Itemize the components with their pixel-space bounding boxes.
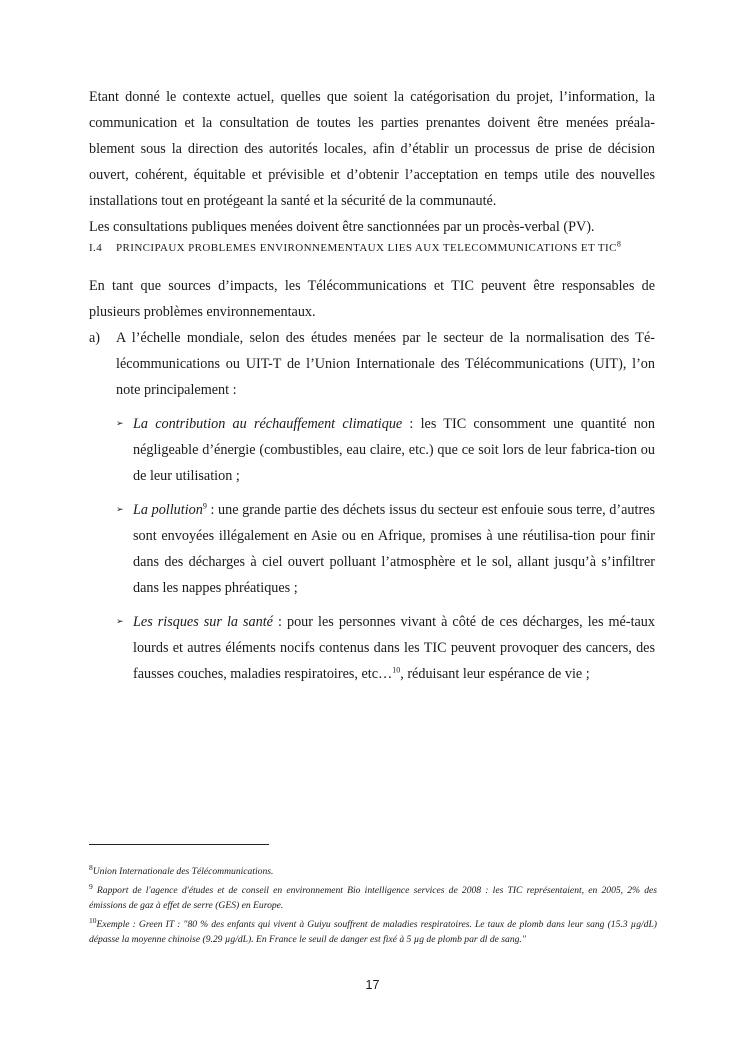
footnote-separator xyxy=(89,844,269,845)
list-item-a-text: A l’échelle mondiale, selon des études menées par le secteur de la normalisation des Té-lécommunications ou UIT-T de l’Union Internationale des Télécommunications (UIT), l’on note principalement : xyxy=(116,330,655,398)
bullet-text: : une grande partie des déchets issus du secteur est enfouie sous terre, d’autres sont envoyées illégalement en Asie ou en Afrique, promises à une réutilisa-tion pour finir dans des décharges à ciel ouvert polluant l’atmosphère et le sol, allant jusqu’à s’infiltrer dans les nappes phréatiques ; xyxy=(133,502,655,596)
arrow-bullet-icon: ➢ xyxy=(116,505,124,515)
footnote-ref-9: 9 xyxy=(202,501,207,511)
footnote-ref-8: 8 xyxy=(616,239,622,249)
section-title-wrap xyxy=(116,240,655,257)
bullet-text: : les TIC consomment une quantité non négligeable d’énergie (combustibles, eau claire, etc.) que ce soit lors de leur fabrica-tion ou de leur utilisation ; xyxy=(133,416,655,484)
footnote-9: $^9$ Rapport de l'agence d'études et de conseil en environnement Bio intelligence services de 2008 : les TIC représentaient, en 2005, 2% des émissions de gaz à effet de serre (GES) en Europe. xyxy=(89,881,657,911)
footnote-8: $^8$Union Internationale des Télécommunications. xyxy=(89,862,274,877)
arrow-bullet-icon: ➢ xyxy=(116,617,124,627)
bullet-list xyxy=(116,411,655,687)
intro-paragraph: Etant donné le contexte actuel, quelles que soient la catégorisation du projet, l’information, la communication et la consultation de toutes les parties prenantes doivent être menées préala-blement sous la direction des autorités locales, afin d’établir un processus de prise de décision ouvert, cohérent, équitable et prévisible et d’obtenir l’acceptation en temps utile des nouvelles installations tout en protégeant la santé et la sécurité de la communauté. xyxy=(89,89,655,209)
bullet-title: La contribution au réchauffement climatique xyxy=(133,416,403,432)
bullet-item-pollution xyxy=(116,497,655,601)
bullet-title: La pollution xyxy=(133,502,203,518)
section-number: I.4 xyxy=(89,242,103,254)
footnotes xyxy=(89,864,657,951)
list-item-a xyxy=(89,325,655,695)
bullet-text: : pour les personnes vivant à côté de ces décharges, les mé-taux lourds et autres éléments nocifs contenus dans les TIC peuvent provoquer des cancers, des fausses couches, maladies respiratoires, etc… xyxy=(133,614,655,682)
sources-paragraph: En tant que sources d’impacts, les Télécommunications et TIC peuvent être responsables de plusieurs problèmes environnementaux. xyxy=(89,278,655,320)
page-number: 17 xyxy=(365,978,380,992)
list-item-a-label: a) xyxy=(89,330,101,346)
footnote-10: $^{10}$Exemple : Green IT : "80 % des enfants qui vivent à Guiyu souffrent de maladies respiratoires. Le taux de plomb dans leur sang (15.3 µg/dL) dépasse la moyenne chinoise (9.29 µg/dL). En France le seuil de danger est fixé à 5 µg de plomb par dl de sang." xyxy=(89,915,657,945)
bullet-title: Les risques sur la santé xyxy=(133,614,273,630)
bullet-item-health xyxy=(116,609,655,687)
bullet-item-climate xyxy=(116,411,655,489)
footnote-ref-10: 10 xyxy=(392,665,401,675)
section-heading xyxy=(89,240,655,257)
consultations-paragraph: Les consultations publiques menées doivent être sanctionnées par un procès-verbal (PV). xyxy=(89,219,595,235)
section-title: PRINCIPAUX PROBLEMES ENVIRONNEMENTAUX LIES AUX TELECOMMUNICATIONS ET TIC xyxy=(116,242,617,254)
arrow-bullet-icon: ➢ xyxy=(116,419,124,429)
page-body xyxy=(89,84,655,695)
bullet-text-end: , réduisant leur espérance de vie ; xyxy=(400,666,590,682)
